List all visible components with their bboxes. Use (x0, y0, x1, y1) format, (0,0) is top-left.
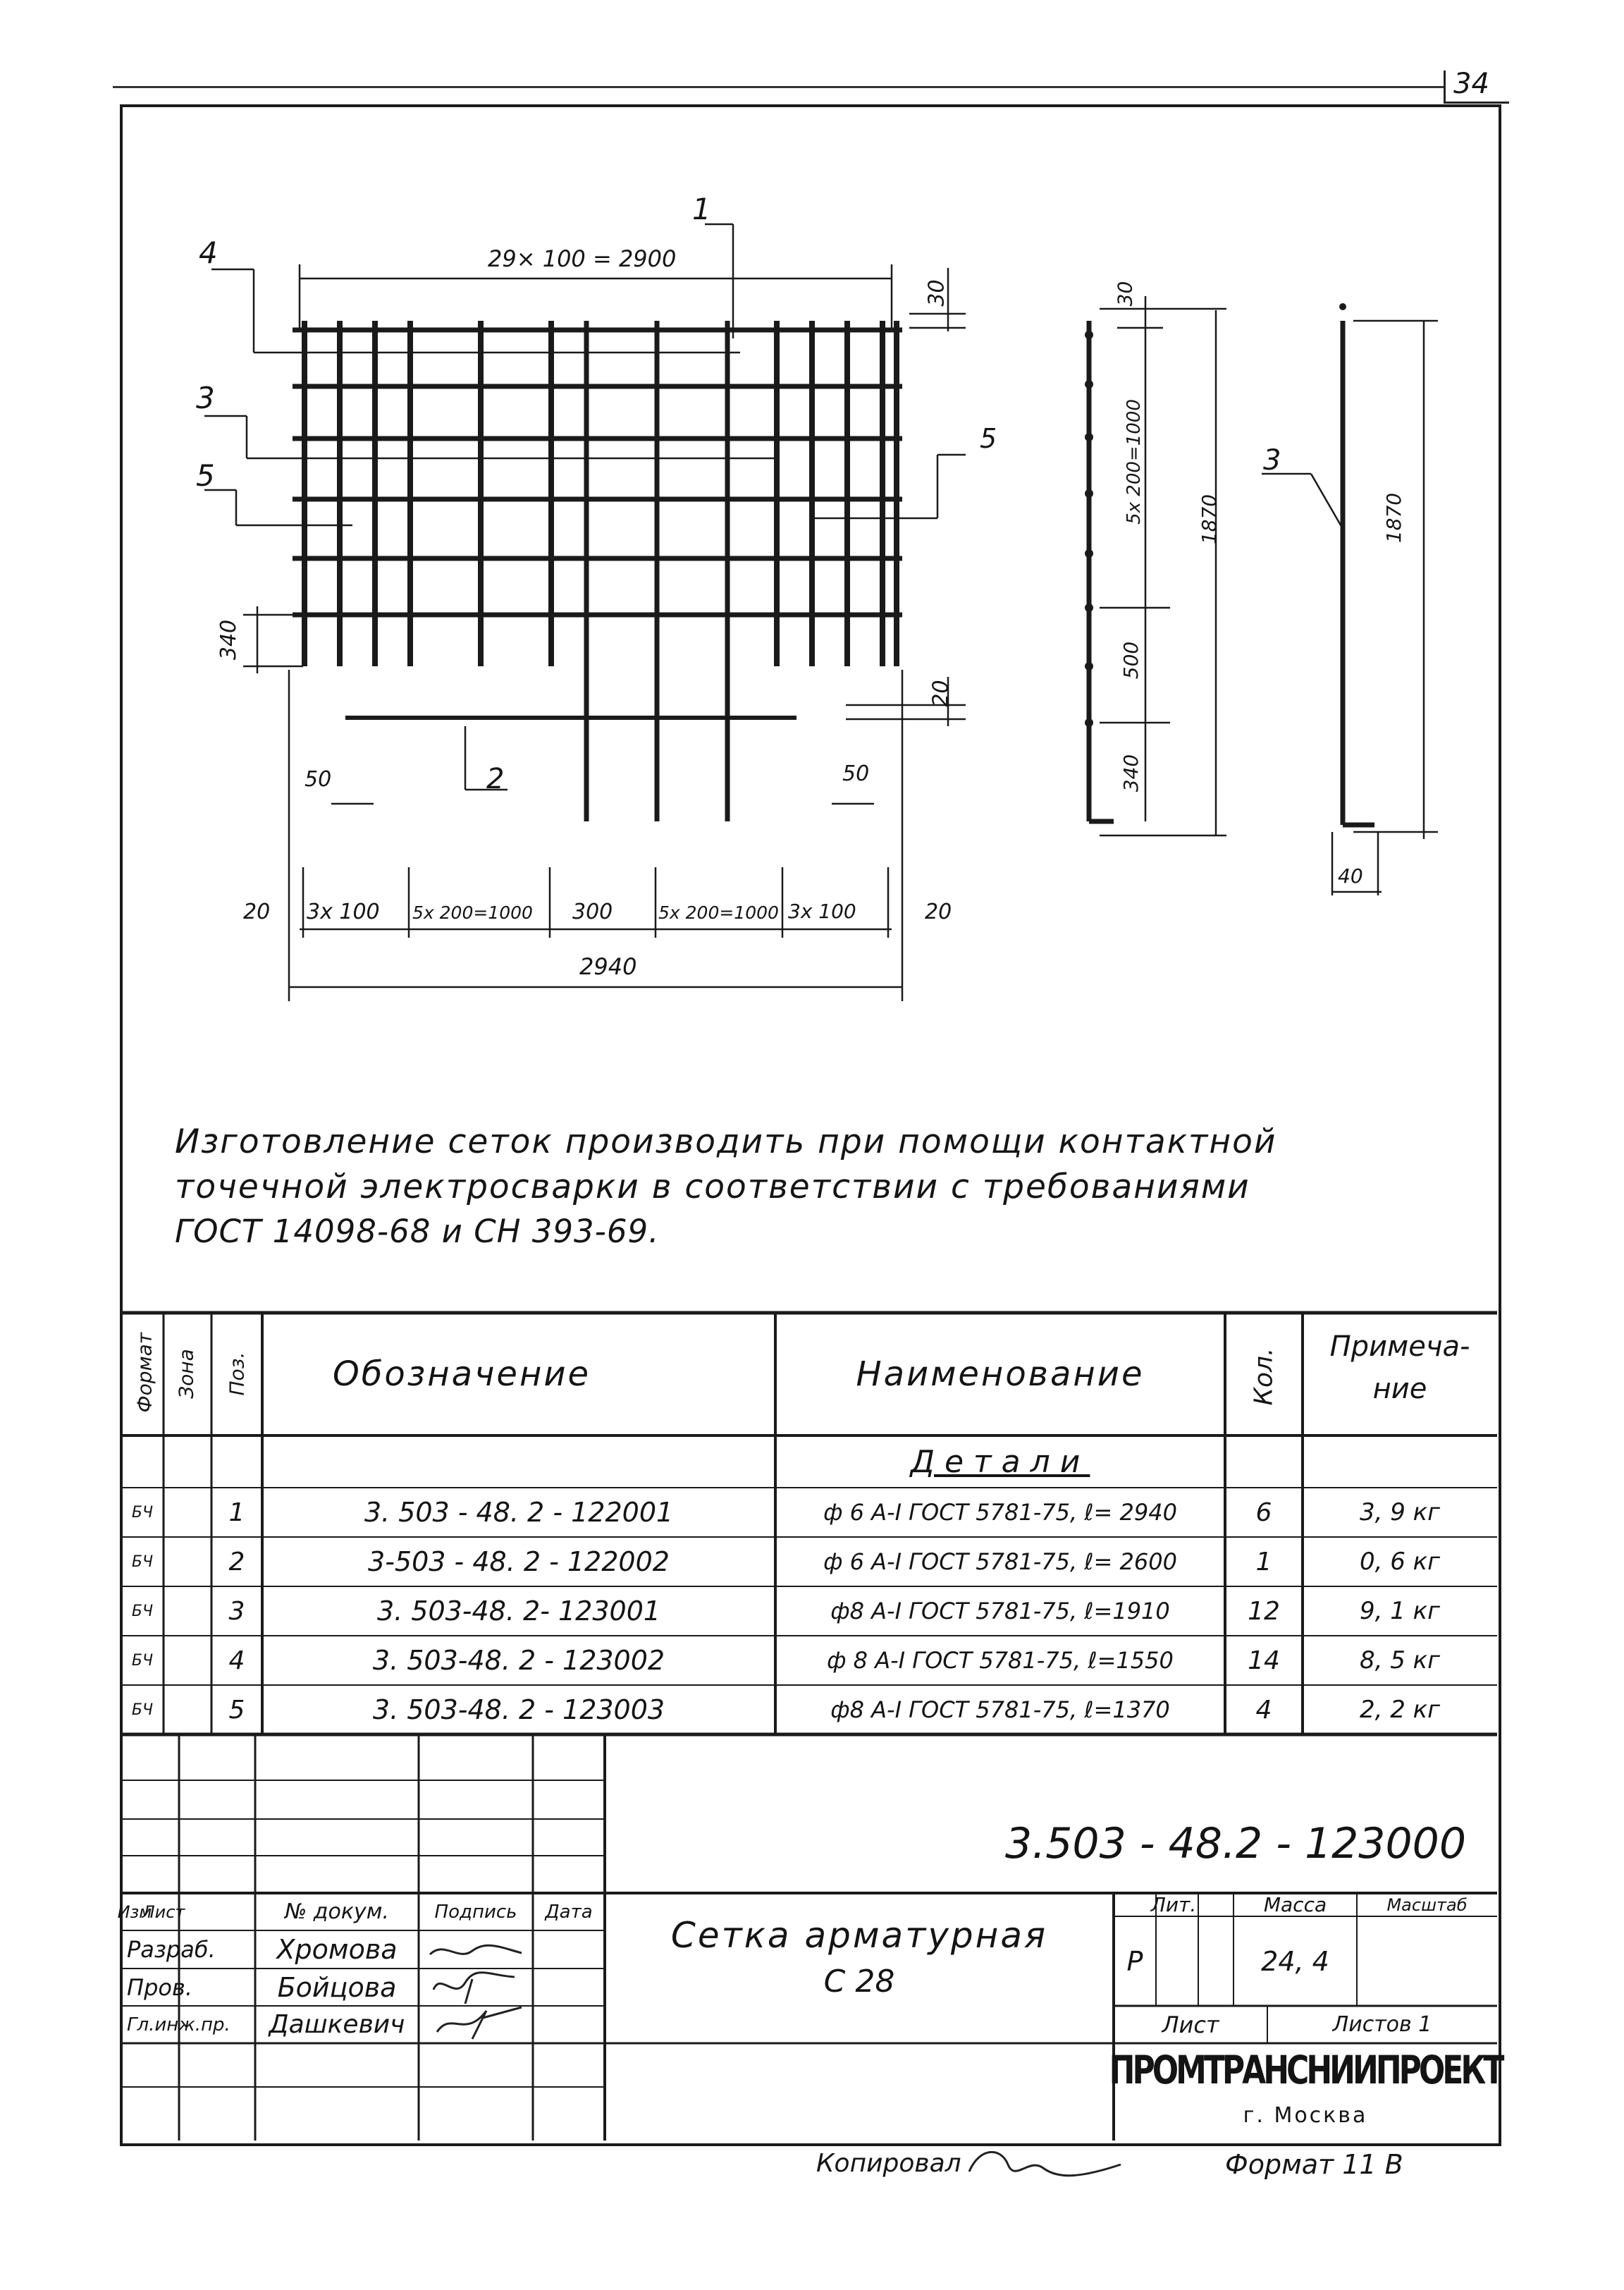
tb-scale-label: Масштаб (1386, 1894, 1468, 1915)
note-line-1: Изготовление сеток производить при помощи контактной (175, 1122, 1277, 1161)
row-qty: 12 (1248, 1596, 1280, 1626)
tb-mass-label: Масса (1263, 1893, 1327, 1916)
tb-header-izm: Изм (117, 1902, 152, 1922)
dim-50-left: 50 (304, 767, 332, 792)
header-designation: Обозначение (333, 1354, 591, 1394)
tb-person-name: Хромова (276, 1934, 398, 1965)
header-pos: Поз. (225, 1352, 249, 1396)
side-dim-1870: 1870 (1198, 494, 1222, 545)
row-format: БЧ (131, 1602, 154, 1620)
side-dim-340: 340 (1119, 754, 1143, 792)
row-designation: 3. 503-48. 2 - 123003 (372, 1694, 665, 1725)
row-pos: 4 (228, 1646, 245, 1675)
side-dim-5x200: 5x 200=1000 (1123, 399, 1145, 525)
tb-header-docno: № докум. (285, 1899, 389, 1924)
note-line-2: точечной электросварки в соответствии с требованиями (175, 1168, 1250, 1206)
row-qty: 14 (1248, 1646, 1280, 1675)
tb-mass-value: 24, 4 (1261, 1945, 1329, 1977)
row-note: 3, 9 кг (1359, 1498, 1441, 1526)
row-pos: 5 (228, 1695, 245, 1725)
copier-signature (966, 2143, 1128, 2186)
row-qty: 4 (1255, 1695, 1272, 1725)
tb-header-signature: Подпись (434, 1901, 517, 1923)
dim-bottom-right-20: 20 (928, 680, 954, 707)
row-name: ф 6 А-I ГОСТ 5781-75, ℓ= 2600 (823, 1548, 1177, 1575)
row-designation: 3. 503-48. 2- 123001 (376, 1596, 661, 1627)
bottom-seg-3: 5x 200=1000 (412, 902, 533, 923)
dim-mesh-top: 29× 100 = 2900 (488, 245, 677, 272)
row-note: 8, 5 кг (1359, 1646, 1441, 1674)
tb-title-line1: Сетка арматурная (670, 1915, 1048, 1956)
bottom-seg-6: 3x 100 (788, 900, 856, 923)
tb-sheet-label: Лист (1162, 2011, 1219, 2038)
header-note-l2: ние (1372, 1373, 1427, 1405)
row-format: БЧ (131, 1701, 154, 1719)
header-qty: Кол. (1249, 1347, 1279, 1406)
dim-50-right: 50 (842, 761, 870, 786)
label-pos-3: 3 (196, 381, 215, 415)
tb-header-date: Дата (545, 1901, 593, 1923)
page-number: 34 (1453, 68, 1489, 100)
row-format: БЧ (131, 1651, 154, 1670)
row-qty: 1 (1255, 1547, 1272, 1576)
row-designation: 3-503 - 48. 2 - 122002 (368, 1546, 670, 1577)
row-format: БЧ (131, 1553, 154, 1571)
row-note: 0, 6 кг (1359, 1548, 1441, 1576)
header-format: Формат (133, 1332, 156, 1413)
bar3-dim-40: 40 (1338, 864, 1363, 888)
label-pos-1: 1 (692, 192, 711, 226)
side-dim-30: 30 (1113, 281, 1137, 307)
bar3-dim-1870: 1870 (1382, 492, 1406, 544)
row-name: ф 8 А-I ГОСТ 5781-75, ℓ=1550 (827, 1647, 1174, 1674)
bottom-seg-1: 20 (243, 900, 271, 924)
tb-header-list: Лист (142, 1902, 185, 1922)
tb-org-city: г. Москва (1243, 2102, 1368, 2128)
header-name: Наименование (856, 1354, 1145, 1394)
tb-role: Гл.инж.пр. (127, 2014, 230, 2035)
row-note: 2, 2 кг (1359, 1696, 1441, 1724)
row-pos: 1 (228, 1498, 245, 1527)
tb-role: Разраб. (127, 1936, 216, 1963)
row-pos: 3 (228, 1596, 245, 1626)
row-name: ф8 А-I ГОСТ 5781-75, ℓ=1370 (830, 1696, 1170, 1723)
tb-person-name: Дашкевич (269, 2010, 405, 2039)
bottom-seg-5: 5x 200=1000 (658, 902, 779, 923)
footer-format: Формат 11 В (1225, 2149, 1403, 2180)
section-title: Детали (910, 1443, 1090, 1480)
dim-overall-width: 2940 (579, 953, 637, 980)
tb-lit-value: Р (1126, 1945, 1143, 1977)
note-line-3: ГОСТ 14098-68 и СН 393-69. (175, 1213, 660, 1250)
tb-title-line2: С 28 (823, 1963, 895, 2000)
footer-copied: Копировал (816, 2149, 961, 2178)
tb-sheets-label: Листов 1 (1332, 2012, 1432, 2037)
tb-person-name: Бойцова (277, 1971, 397, 2003)
tb-lit-label: Лит. (1150, 1893, 1197, 1916)
row-designation: 3. 503 - 48. 2 - 122001 (364, 1497, 674, 1528)
bottom-seg-4: 300 (572, 900, 613, 924)
row-note: 9, 1 кг (1359, 1597, 1441, 1625)
title-designation: 3.503 - 48.2 - 123000 (1005, 1819, 1466, 1868)
signatures (423, 1933, 529, 2043)
row-name: ф8 А-I ГОСТ 5781-75, ℓ=1910 (830, 1598, 1170, 1624)
row-pos: 2 (228, 1547, 245, 1576)
tb-org-name: ПРОМТРАНСНИИПРОЕКТ (1109, 2047, 1502, 2093)
label-pos-2: 2 (486, 763, 505, 795)
label-pos-4: 4 (199, 235, 218, 270)
tb-role: Пров. (127, 1973, 192, 2001)
dim-top-right: 30 (924, 279, 949, 307)
bar3-label: 3 (1263, 444, 1281, 477)
dim-left-340: 340 (216, 619, 242, 661)
row-format: БЧ (131, 1503, 154, 1521)
label-pos-5b: 5 (980, 423, 997, 454)
header-zone: Зона (174, 1349, 198, 1399)
side-dim-500: 500 (1119, 641, 1143, 680)
row-qty: 6 (1255, 1498, 1272, 1527)
header-note-l1: Примеча- (1329, 1330, 1470, 1363)
row-name: ф 6 А-I ГОСТ 5781-75, ℓ= 2940 (823, 1499, 1177, 1526)
bottom-seg-7: 20 (925, 900, 952, 924)
row-designation: 3. 503-48. 2 - 123002 (372, 1645, 665, 1676)
bottom-seg-2: 3x 100 (307, 900, 380, 924)
label-pos-5: 5 (196, 458, 215, 493)
